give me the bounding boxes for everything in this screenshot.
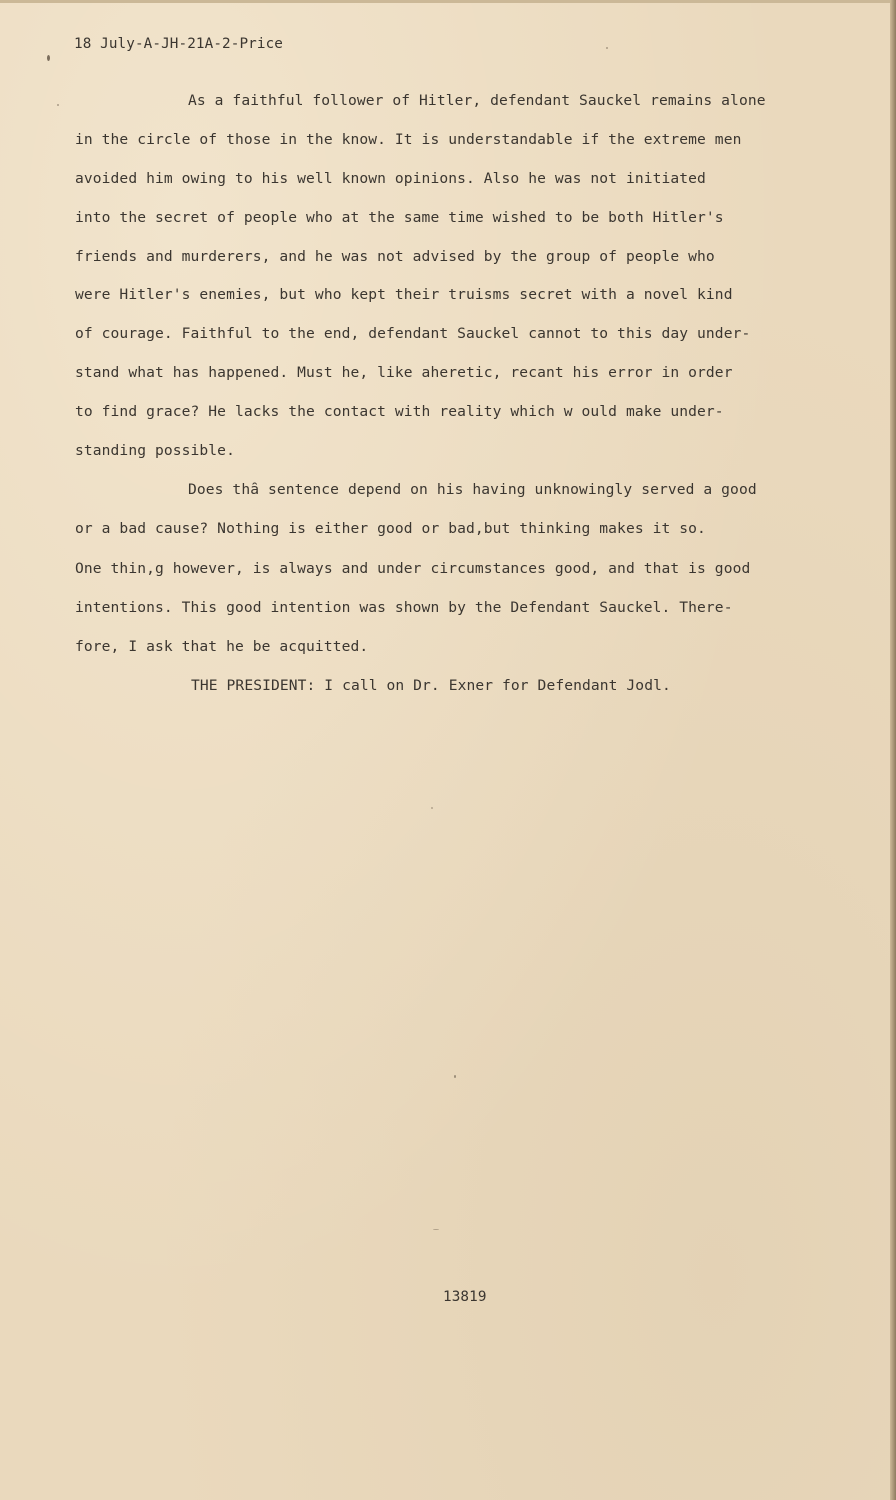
text-line: friends and murderers, and he was not advised by the group of people who	[75, 248, 715, 265]
paper-speck	[606, 47, 608, 49]
page-top-edge	[0, 0, 896, 3]
text-line: Does thȃ sentence depend on his having unknowingly served a good	[188, 481, 757, 498]
paper-speck	[433, 1229, 439, 1230]
text-line: into the secret of people who at the same time wished to be both Hitler's	[75, 209, 724, 226]
text-line: or a bad cause? Nothing is either good or bad,but thinking makes it so.	[75, 520, 706, 537]
paper-speck	[454, 1075, 456, 1078]
text-line: standing possible.	[75, 442, 235, 459]
text-line: were Hitler's enemies, but who kept their truisms secret with a novel kind	[75, 286, 733, 303]
page-number: 13819	[443, 1289, 487, 1305]
page-header: 18 July-A-JH-21A-2-Price	[74, 36, 283, 52]
text-line: to find grace? He lacks the contact with reality which w ould make under-	[75, 403, 724, 420]
text-line: One thin,g however, is always and under circumstances good, and that is good	[75, 560, 751, 577]
text-line: of courage. Faithful to the end, defendant Sauckel cannot to this day under-	[75, 325, 751, 342]
text-line: in the circle of those in the know. It is understandable if the extreme men	[75, 131, 742, 148]
text-line: intentions. This good intention was shown by the Defendant Sauckel. There-	[75, 599, 733, 616]
text-line: fore, I ask that he be acquitted.	[75, 638, 369, 655]
text-line: stand what has happened. Must he, like aheretic, recant his error in order	[75, 364, 733, 381]
paper-speck	[47, 55, 50, 61]
text-line: THE PRESIDENT: I call on Dr. Exner for Defendant Jodl.	[191, 677, 671, 694]
text-line: As a faithful follower of Hitler, defendant Sauckel remains alone	[188, 92, 766, 109]
paper-speck	[57, 104, 59, 106]
page-right-edge	[890, 0, 896, 1500]
text-line: avoided him owing to his well known opinions. Also he was not initiated	[75, 170, 706, 187]
paper-speck	[431, 807, 433, 809]
